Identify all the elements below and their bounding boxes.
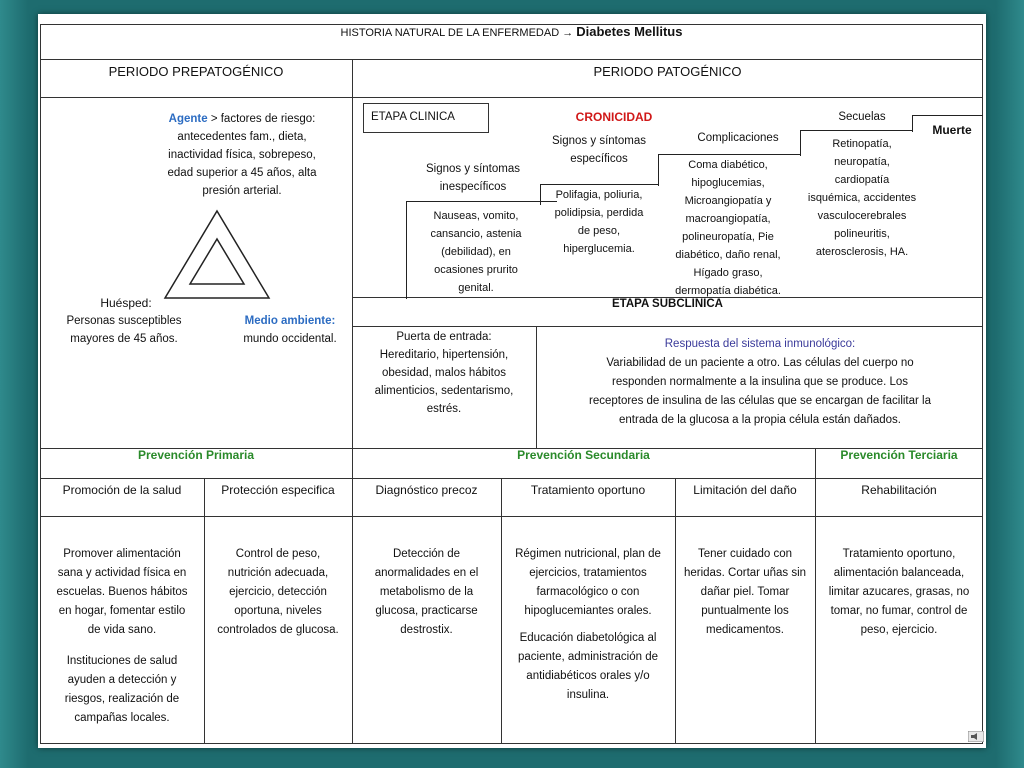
content-line: oportuna, niveles <box>234 605 322 617</box>
page-title <box>40 23 983 42</box>
puerta-line: Hereditario, hipertensión, <box>379 349 509 361</box>
huesped-line: mayores de 45 años. <box>70 333 178 345</box>
especificos-line: de peso, <box>577 225 621 237</box>
content-line: dañar piel. Tomar <box>700 586 790 598</box>
huesped-label: Huésped: <box>100 296 152 310</box>
complicaciones-list <box>660 156 796 300</box>
content-line: Régimen nutricional, plan de <box>515 548 661 560</box>
secuelas-line: Retinopatía, <box>832 138 892 150</box>
grid-line <box>40 478 983 479</box>
content-line: escuelas. Buenos hábitos <box>56 586 188 598</box>
proteccion-content <box>206 545 350 640</box>
respuesta-line: Variabilidad de un paciente a otro. Las células del cuerpo no <box>606 357 914 369</box>
content-line: peso, ejercicio. <box>860 624 938 636</box>
content-line: puntualmente los <box>701 605 789 617</box>
sub-proteccion: Protección especifica <box>221 483 335 497</box>
agente-block <box>134 110 350 200</box>
title-prefix: HISTORIA NATURAL DE LA ENFERMEDAD <box>340 27 560 39</box>
content-line: metabolismo de la <box>379 586 474 598</box>
background-edge-right <box>996 0 1024 768</box>
content-line: Detección de <box>392 548 461 560</box>
content-line: hipoglucemiantes orales. <box>524 605 652 617</box>
respuesta-block <box>538 335 982 430</box>
content-line: de vida sano. <box>87 624 157 636</box>
content-line: Promover alimentación <box>63 548 181 560</box>
grid-line <box>352 326 983 327</box>
sub-tratamiento: Tratamiento oportuno <box>530 483 646 497</box>
background-edge-left <box>0 0 28 768</box>
header-patogenico: PERIODO PATOGÉNICO <box>593 64 742 79</box>
secuelas-line: cardiopatía <box>834 174 890 186</box>
content-line: ejercicio, detección <box>229 586 327 598</box>
secuelas-list <box>800 135 924 261</box>
inespecificos-line: genital. <box>458 282 494 294</box>
content-line: Tratamiento oportuno, <box>842 548 956 560</box>
respuesta-title: Respuesta del sistema inmunológico: <box>664 338 856 350</box>
title-disease: Diabetes Mellitus <box>576 24 683 39</box>
medio-label: Medio ambiente: <box>244 315 336 327</box>
especificos-title <box>538 132 660 168</box>
secuelas-title: Secuelas <box>838 111 886 123</box>
puerta-block <box>354 328 534 418</box>
grid-line <box>204 478 205 744</box>
grid-line <box>536 326 537 448</box>
inespecificos-line: Nauseas, vomito, <box>433 210 519 222</box>
agente-line: presión arterial. <box>202 185 282 197</box>
content-line: medicamentos. <box>706 624 784 636</box>
especificos-line: Polifagia, poliuria, <box>555 189 643 201</box>
sub-rehabilitacion: Rehabilitación <box>861 483 937 497</box>
inespecificos-title <box>408 160 538 196</box>
inespecificos-list <box>416 207 536 297</box>
content-line: en hogar, fomentar estilo <box>58 605 186 617</box>
complicaciones-line: polineuropatía, Pie <box>682 231 774 243</box>
secuelas-line: polineuritis, <box>834 228 890 240</box>
speaker-icon[interactable] <box>968 731 984 742</box>
puerta-title: Puerta de entrada: <box>396 331 492 343</box>
content-line: riesgos, realización de <box>64 693 180 705</box>
especificos-line: hiperglucemia. <box>563 243 635 255</box>
huesped-line: Personas susceptibles <box>66 315 182 327</box>
header-prepatogenico: PERIODO PREPATOGÉNICO <box>108 64 284 79</box>
content-line: Instituciones de salud <box>66 655 178 667</box>
grid-line <box>40 59 983 60</box>
complicaciones-line: macroangiopatía, <box>685 213 771 225</box>
especificos-list <box>544 186 654 258</box>
especificos-title-line: Signos y síntomas <box>552 135 646 147</box>
prevencion-terciaria-header: Prevención Terciaria <box>840 448 958 462</box>
inespecificos-line: cansancio, astenia <box>430 228 522 240</box>
rehabilitacion-content <box>817 545 981 640</box>
etapa-clinica-label: ETAPA CLINICA <box>371 111 455 123</box>
limitacion-content <box>677 545 813 640</box>
secuelas-line: isquémica, accidentes <box>807 192 917 204</box>
puerta-line: estrés. <box>426 403 462 415</box>
respuesta-line: responden normalmente a la insulina que se produce. Los <box>612 376 908 388</box>
grid-line <box>501 478 502 744</box>
tratamiento-content <box>503 545 673 705</box>
complicaciones-line: Coma diabético, <box>688 159 768 171</box>
content-line: insulina. <box>566 689 610 701</box>
content-line: paciente, administración de <box>518 651 658 663</box>
inespecificos-title-line: Signos y síntomas <box>426 163 520 175</box>
title-arrow: → <box>562 27 574 39</box>
content-line: ejercicios, tratamientos <box>529 567 647 579</box>
content-line: glucosa, practicarse <box>375 605 478 617</box>
content-line: tomar, no fumar, control de <box>830 605 968 617</box>
secuelas-line: neuropatía, <box>834 156 890 168</box>
content-line: ayuden a detección y <box>67 674 177 686</box>
content-line: campañas locales. <box>74 712 170 724</box>
complicaciones-line: dermopatía diabética. <box>675 285 781 297</box>
content-line: nutrición adecuada, <box>227 567 329 579</box>
agente-label: Agente <box>168 113 208 125</box>
especificos-line: polidipsia, perdida <box>554 207 644 219</box>
sub-promocion: Promoción de la salud <box>62 483 182 497</box>
agente-line: edad superior a 45 años, alta <box>167 167 317 179</box>
epidemiological-triangle-icon <box>162 209 272 301</box>
respuesta-line: receptores de insulina de las células que se encargan de facilitar la <box>588 395 931 407</box>
content-line: destrostix. <box>400 624 453 636</box>
content-line: controlados de glucosa. <box>217 624 339 636</box>
content-line: Tener cuidado con <box>698 548 792 560</box>
muerte-label: Muerte <box>932 123 972 137</box>
inespecificos-line: ocasiones prurito <box>434 264 518 276</box>
content-line: Educación diabetológica al <box>519 632 657 644</box>
inespecificos-line: (debilidad), en <box>441 246 511 258</box>
complicaciones-line: Hígado graso, <box>693 267 763 279</box>
especificos-title-line: específicos <box>570 153 628 165</box>
secuelas-line: vasculocerebrales <box>817 210 907 222</box>
slide <box>38 14 986 748</box>
etapa-subclinica-label: ETAPA SUBCLINICA <box>612 298 723 310</box>
grid-line <box>40 97 983 98</box>
secuelas-line: aterosclerosis, HA. <box>815 246 909 258</box>
medio-line: mundo occidental. <box>243 333 337 345</box>
grid-line <box>352 59 353 744</box>
agente-line: antecedentes fam., dieta, <box>177 131 307 143</box>
complicaciones-line: diabético, daño renal, <box>675 249 781 261</box>
huesped-block <box>54 312 194 348</box>
prevencion-primaria-header: Prevención Primaria <box>137 448 255 462</box>
respuesta-line: entrada de la glucosa a la propia célula están dañados. <box>619 414 901 426</box>
complicaciones-line: Microangiopatía y <box>684 195 772 207</box>
inespecificos-title-line: inespecíficos <box>439 181 507 193</box>
puerta-line: obesidad, malos hábitos <box>381 367 507 379</box>
complicaciones-line: hipoglucemias, <box>691 177 765 189</box>
content-line: sana y actividad física en <box>57 567 187 579</box>
promocion-content <box>42 545 202 728</box>
prevencion-secundaria-header: Prevención Secundaria <box>517 448 650 462</box>
puerta-line: alimenticios, sedentarismo, <box>374 385 514 397</box>
content-line: heridas. Cortar uñas sin <box>683 567 807 579</box>
agente-line: > factores de riesgo: <box>210 113 316 125</box>
cronicidad-label: CRONICIDAD <box>575 110 653 124</box>
content-line: alimentación balanceada, <box>833 567 965 579</box>
sub-limitacion: Limitación del daño <box>693 483 797 497</box>
grid-line <box>40 516 983 517</box>
sub-diagnostico: Diagnóstico precoz <box>375 483 478 497</box>
medio-block <box>228 312 352 348</box>
content-line: farmacológico o con <box>536 586 640 598</box>
grid-line <box>675 478 676 744</box>
diagnostico-content <box>354 545 499 640</box>
content-line: limitar azucares, grasas, no <box>828 586 970 598</box>
content-line: antidiabéticos orales y/o <box>526 670 650 682</box>
agente-line: inactividad física, sobrepeso, <box>168 149 316 161</box>
content-line: anormalidades en el <box>374 567 479 579</box>
complicaciones-title: Complicaciones <box>697 132 779 144</box>
content-line: Control de peso, <box>235 548 321 560</box>
